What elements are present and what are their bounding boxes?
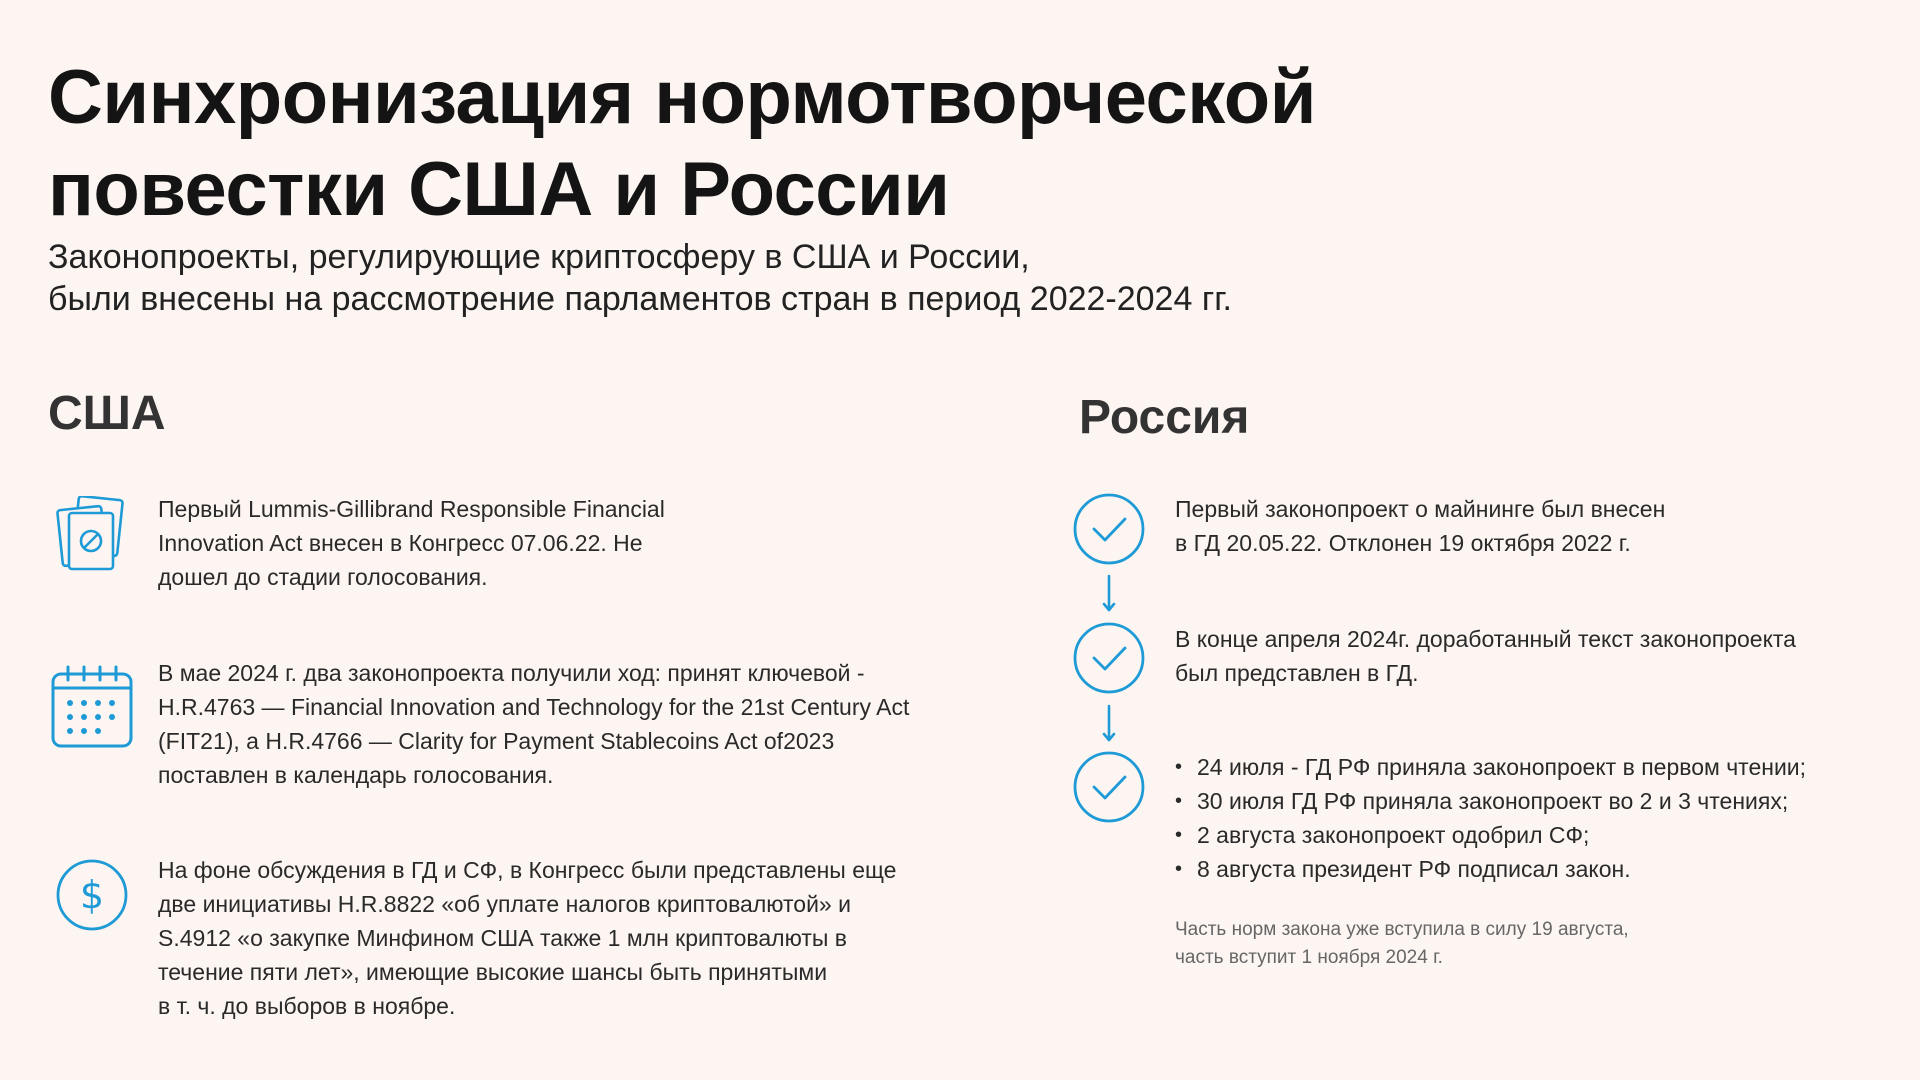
note-line: Часть норм закона уже вступила в силу 19 августа,	[1175, 919, 1629, 940]
text-line: H.R.4763 — Financial Innovation and Technology for the 21st Century Act	[158, 694, 910, 720]
check-circle-icon	[1072, 621, 1146, 695]
text-line: В конце апреля 2024г. доработанный текст законопроекта	[1175, 626, 1796, 652]
us-item-2-text	[158, 656, 909, 792]
text-line: две инициативы H.R.8822 «об уплате налогов криптовалютой» и	[158, 891, 851, 917]
check-circle-icon	[1072, 492, 1146, 566]
footnote	[1175, 916, 1629, 972]
title-line: повестки США и России	[48, 147, 950, 232]
documents-icon	[56, 496, 132, 572]
text-line: Первый законопроект о майнинге был внесен	[1175, 496, 1666, 522]
russia-step-3-list	[1173, 750, 1806, 886]
note-line: часть вступит 1 ноября 2024 г.	[1175, 947, 1443, 968]
list-item: • 24 июля - ГД РФ приняла законопроект в первом чтении;	[1173, 750, 1806, 784]
text-line: течение пяти лет», имеющие высокие шансы быть принятыми	[158, 959, 828, 985]
russia-step-1-text	[1175, 492, 1665, 560]
text-line: (FIT21), а H.R.4766 — Clarity for Payment Stablecoins Act of2023	[158, 728, 835, 754]
arrow-down-icon	[1102, 574, 1116, 614]
us-item-3-text	[158, 853, 896, 1023]
text-line: дошел до стадии голосования.	[158, 564, 488, 590]
us-item-1-text	[158, 492, 665, 594]
svg-text:$: $	[79, 873, 105, 917]
list-item: • 30 июля ГД РФ приняла законопроект во 2 и 3 чтениях;	[1173, 784, 1806, 818]
usa-heading: США	[48, 387, 166, 440]
list-item: • 8 августа президент РФ подписал закон.	[1173, 852, 1806, 886]
title-line: Синхронизация нормотворческой	[48, 55, 1316, 140]
text-line: поставлен в календарь голосования.	[158, 762, 554, 788]
text-line: На фоне обсуждения в ГД и СФ, в Конгресс были представлены еще	[158, 857, 897, 883]
subtitle-line: были внесены на рассмотрение парламентов стран в период 2022-2024 гг.	[48, 280, 1232, 318]
text-line: в ГД 20.05.22. Отклонен 19 октября 2022 г.	[1175, 530, 1631, 556]
dollar-icon	[55, 858, 129, 932]
check-circle-icon	[1072, 750, 1146, 824]
text-line: Первый Lummis-Gillibrand Responsible Financial	[158, 496, 665, 522]
calendar-icon	[50, 664, 134, 750]
subtitle-line: Законопроекты, регулирующие криптосферу в США и России,	[48, 238, 1030, 276]
russia-step-2-text	[1175, 622, 1796, 690]
text-line: S.4912 «о закупке Минфином США также 1 млн криптовалюты в	[158, 925, 847, 951]
page-subtitle	[48, 236, 1548, 320]
arrow-down-icon	[1102, 704, 1116, 744]
text-line: был представлен в ГД.	[1175, 660, 1419, 686]
russia-heading: Россия	[1079, 391, 1250, 444]
text-line: Innovation Act внесен в Конгресс 07.06.22. Не	[158, 530, 643, 556]
list-item: • 2 августа законопроект одобрил СФ;	[1173, 818, 1806, 852]
page-title	[48, 52, 1548, 236]
text-line: В мае 2024 г. два законопроекта получили ход: принят ключевой -	[158, 660, 865, 686]
text-line: в т. ч. до выборов в ноябре.	[158, 993, 456, 1019]
